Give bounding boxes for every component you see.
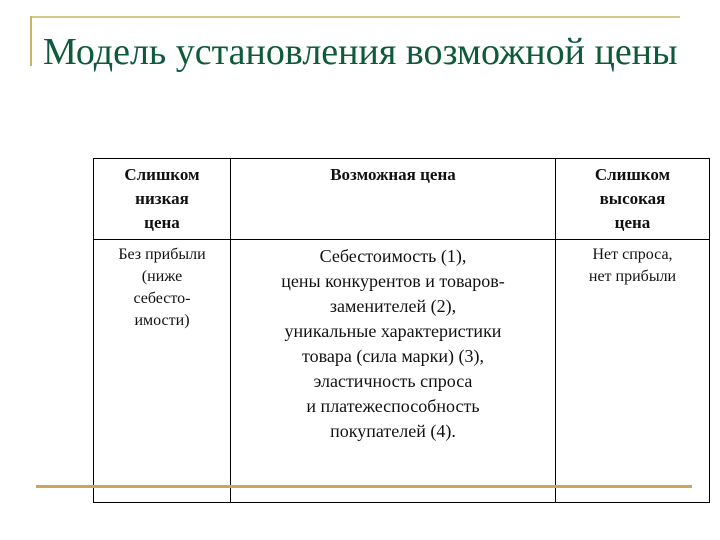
header-too-low-price: Слишком низкая цена xyxy=(94,159,231,240)
bottom-accent-line xyxy=(36,485,692,488)
header-too-high-price: Слишком высокая цена xyxy=(556,159,710,240)
left-accent-line xyxy=(30,16,32,66)
table-row xyxy=(94,240,710,503)
header-possible-price: Возможная цена xyxy=(231,159,556,240)
cell-no-demand: Нет спроса, нет прибыли xyxy=(556,240,710,503)
cell-price-factors: Себестоимость (1), цены конкурентов и товаров- заменителей (2), уникальные характеристики товара (сила марки) (3), эластичность спроса и платежеспособность покупателей (4). xyxy=(231,240,556,503)
cell-no-profit: Без прибыли (ниже себесто- имости) xyxy=(94,240,231,503)
table-header-row xyxy=(94,159,710,240)
price-model-table xyxy=(93,158,710,503)
top-accent-line xyxy=(30,16,680,18)
slide-title: Модель установления возможной цены xyxy=(43,31,678,73)
